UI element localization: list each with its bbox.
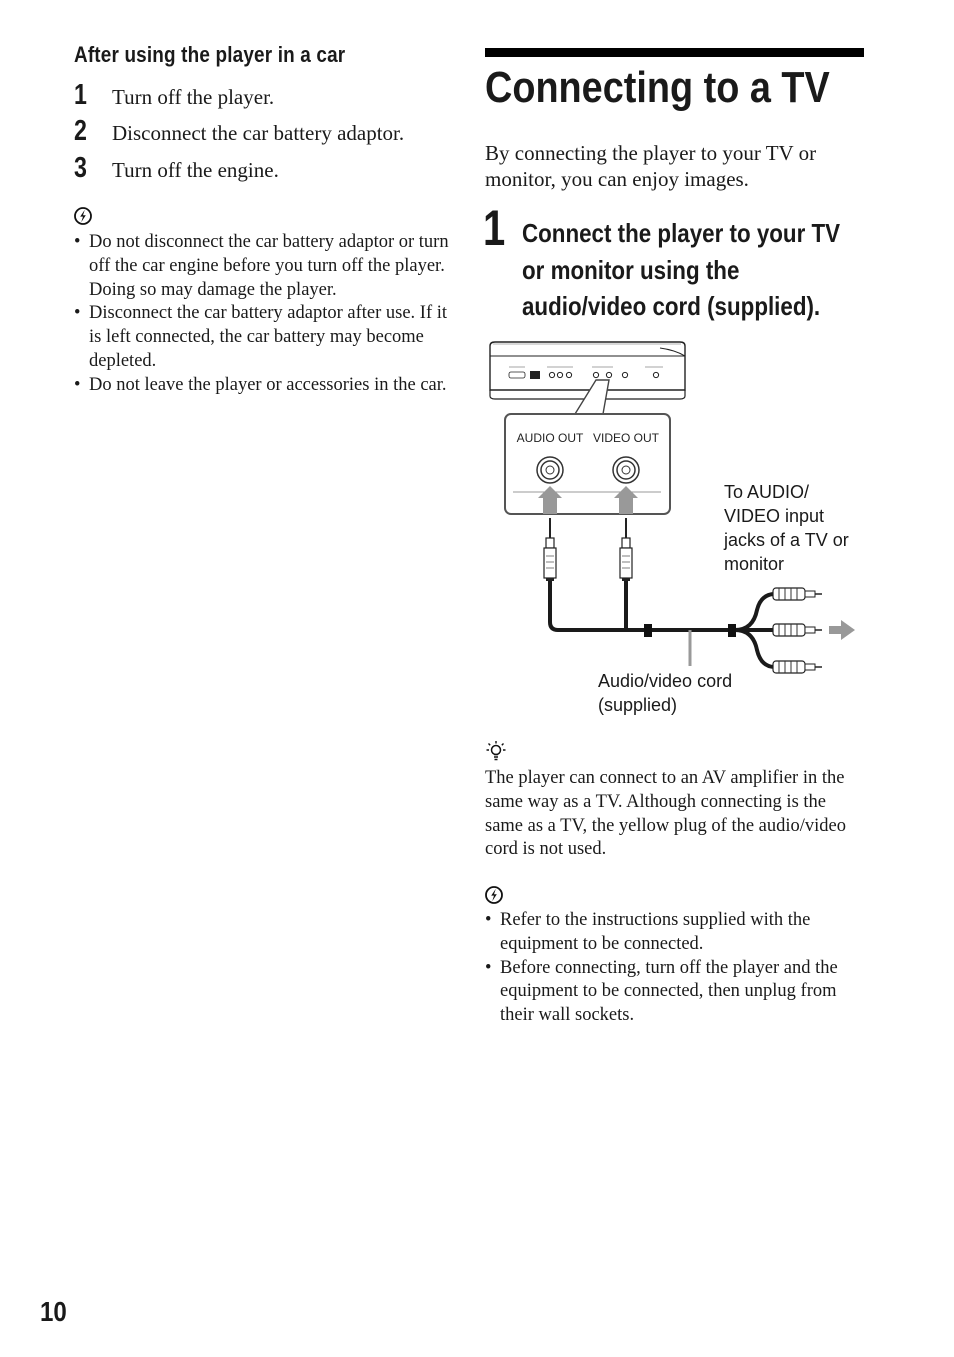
caution-icon xyxy=(485,886,503,904)
cable-clamp xyxy=(644,624,652,637)
cable-clamp xyxy=(728,624,736,637)
cord-label: Audio/video cord (supplied) xyxy=(598,671,733,715)
page-number: 10 xyxy=(40,1296,67,1327)
step-number: 1 xyxy=(74,79,87,111)
tv-input-label: To AUDIO/ VIDEO input jacks of a TV or monitor xyxy=(724,482,849,574)
video-plug xyxy=(620,518,632,581)
title-rule xyxy=(485,48,864,57)
caution-note: • Disconnect the car battery adaptor after use. If it is left connected, the car battery may become depleted. xyxy=(74,302,454,373)
caution-note: • Do not disconnect the car battery adaptor or turn off the car engine before you turn off the player. Doing so may damage the player. xyxy=(74,231,454,302)
caution-icon xyxy=(74,207,92,225)
video-out-jack xyxy=(613,457,639,483)
page-title: Connecting to a TV xyxy=(485,63,830,112)
caution-note: • Do not leave the player or accessories in the car. xyxy=(74,374,454,398)
section-title: After using the player in a car xyxy=(74,42,346,67)
hint-text: The player can connect to an AV amplifier in the same way as a TV. Although connecting is the same as a TV, the yellow plug of the audio/video cord is not used. xyxy=(485,768,847,860)
rca-plug xyxy=(773,661,822,673)
caution-notes xyxy=(485,909,865,1028)
lightbulb-icon xyxy=(485,740,507,766)
caution-notes xyxy=(74,231,454,398)
direction-arrow xyxy=(829,620,855,640)
step-number: 1 xyxy=(483,200,506,256)
step-text: Disconnect the car battery adaptor. xyxy=(112,121,405,145)
audio-out-jack xyxy=(537,457,563,483)
step-text: Connect the player to your TV or monitor using the audio/video cord (supplied). xyxy=(522,218,841,321)
rca-plug xyxy=(773,588,822,600)
jack-label-video: VIDEO OUT xyxy=(592,431,660,445)
caution-note: • Before connecting, turn off the player and the equipment to be connected, then unplug from their wall sockets. xyxy=(485,957,865,1028)
player-illustration xyxy=(490,342,685,399)
rca-plug xyxy=(773,624,822,636)
step-text: Turn off the player. xyxy=(112,85,275,109)
step-number: 2 xyxy=(74,115,87,147)
caution-note: • Refer to the instructions supplied with the equipment to be connected. xyxy=(485,909,865,957)
audio-plug xyxy=(544,518,556,581)
jack-label-audio: AUDIO OUT xyxy=(516,431,584,445)
intro-paragraph: By connecting the player to your TV or monitor, you can enjoy images. xyxy=(485,141,817,191)
step-text: Turn off the engine. xyxy=(112,158,279,182)
step-number: 3 xyxy=(74,152,87,184)
